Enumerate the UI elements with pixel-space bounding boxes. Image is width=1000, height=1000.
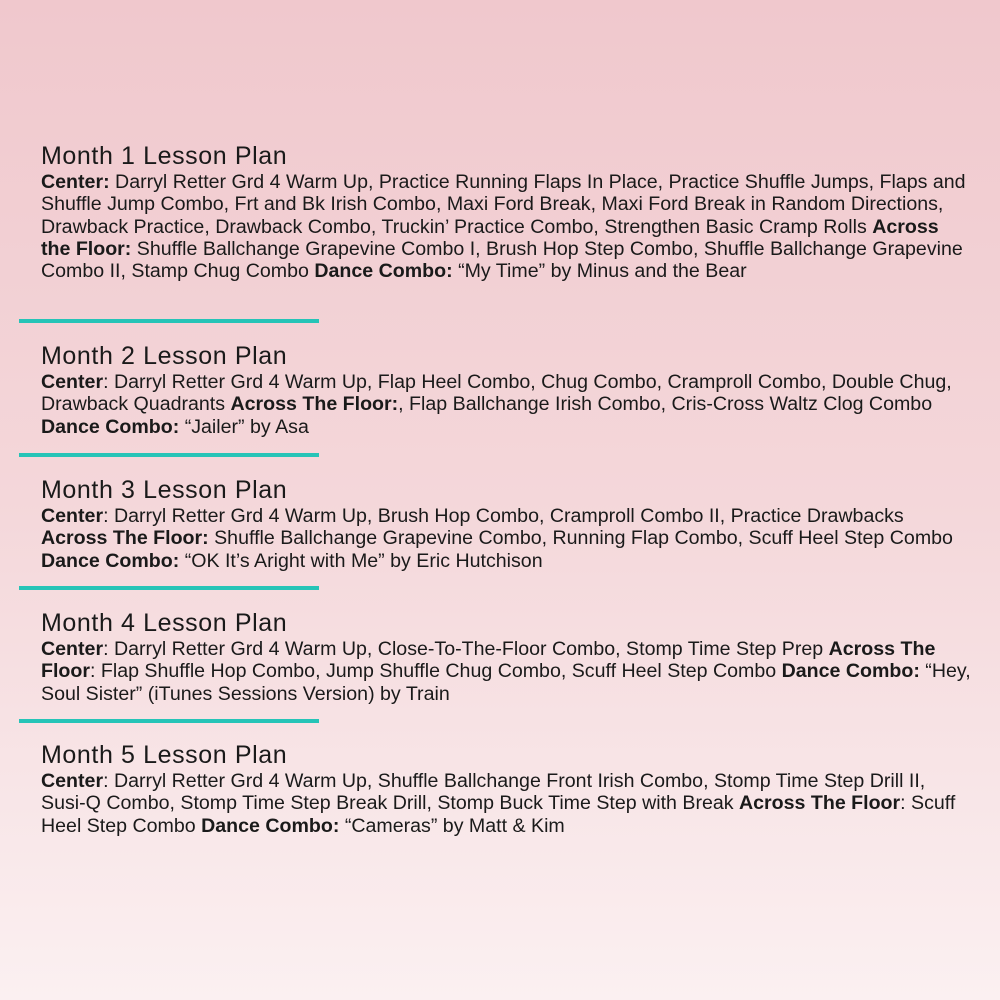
month-1-dance-label: Dance Combo: [314, 260, 453, 283]
month-1-center-label: Center: [41, 171, 110, 193]
month-3-body [41, 505, 971, 572]
month-4-body [41, 638, 971, 705]
divider-1 [19, 319, 319, 323]
month-2-body [41, 371, 971, 438]
month-2-center-text: : Darryl Retter Grd 4 Warm Up, Flap Heel Combo, Chug Combo, Cramproll Combo, Double Chug, Drawback Quadrants [41, 371, 952, 416]
month-3-section [41, 476, 971, 572]
month-1-center-text: Darryl Retter Grd 4 Warm Up, Practice Running Flaps In Place, Practice Shuffle Jumps, Flaps and Shuffle Jump Combo, Frt and Bk Irish Combo, Maxi Ford Break, Maxi Ford Break in Random Directions, Drawback Practice, Drawback Combo, Truckin’ Practice Combo, Strengthen Basic Cramp Rolls [41, 171, 966, 238]
month-3-title: Month 3 Lesson Plan [41, 476, 288, 504]
month-4-dance-text: “Hey, Soul Sister” (iTunes Sessions Version) by Train [41, 660, 971, 705]
month-5-section [41, 741, 971, 837]
month-4-center-text: : Darryl Retter Grd 4 Warm Up, Close-To-The-Floor Combo, Stomp Time Step Prep [103, 638, 829, 660]
month-3-across-label: Across The Floor: [41, 527, 209, 550]
month-1-across-label: Across the Floor: [41, 215, 939, 260]
month-5-center-label: Center [41, 770, 104, 792]
month-3-center-text: : Darryl Retter Grd 4 Warm Up, Brush Hop Combo, Cramproll Combo II, Practice Drawbacks [103, 505, 904, 527]
divider-4 [19, 719, 319, 723]
month-4-across-text: : Flap Shuffle Hop Combo, Jump Shuffle Chug Combo, Scuff Heel Step Combo [89, 660, 782, 683]
month-1-body [41, 171, 971, 282]
month-2-title: Month 2 Lesson Plan [41, 342, 288, 370]
month-1-across-text: Shuffle Ballchange Grapevine Combo I, Brush Hop Step Combo, Shuffle Ballchange Grapevine Combo II, Stamp Chug Combo [41, 237, 963, 283]
month-4-dance-label: Dance Combo: [781, 660, 920, 683]
month-1-dance-text: “My Time” by Minus and the Bear [452, 260, 747, 283]
month-3-dance-text: “OK It’s Aright with Me” by Eric Hutchison [179, 549, 543, 572]
month-2-center-label: Center [41, 371, 104, 393]
month-5-body [41, 770, 971, 837]
month-5-dance-label: Dance Combo: [201, 814, 340, 837]
month-2-dance-text: “Jailer” by Asa [179, 415, 309, 438]
month-2-section [41, 342, 971, 438]
month-4-center-label: Center [41, 638, 104, 660]
month-4-across-label: Across The Floor [41, 638, 936, 683]
month-3-across-text: Shuffle Ballchange Grapevine Combo, Running Flap Combo, Scuff Heel Step Combo [208, 527, 953, 550]
month-2-across-text: , Flap Ballchange Irish Combo, Cris-Cross Waltz Clog Combo [398, 393, 933, 416]
month-4-section [41, 609, 971, 705]
month-5-dance-text: “Cameras” by Matt & Kim [339, 814, 565, 837]
month-3-center-label: Center [41, 505, 104, 527]
month-1-section [41, 142, 971, 282]
month-1-title: Month 1 Lesson Plan [41, 142, 288, 170]
month-5-center-text: : Darryl Retter Grd 4 Warm Up, Shuffle Ballchange Front Irish Combo, Stomp Time Step Drill II, Susi-Q Combo, Stomp Time Step Break Drill, Stomp Buck Time Step with Break [41, 770, 926, 815]
month-2-across-label: Across The Floor: [230, 393, 399, 416]
month-5-across-text: : Scuff Heel Step Combo [41, 792, 956, 837]
month-2-dance-label: Dance Combo: [41, 415, 180, 438]
divider-3 [19, 586, 319, 590]
divider-2 [19, 453, 319, 457]
month-3-dance-label: Dance Combo: [41, 549, 180, 572]
month-5-across-label: Across The Floor [739, 792, 901, 815]
month-4-title: Month 4 Lesson Plan [41, 609, 288, 637]
month-5-title: Month 5 Lesson Plan [41, 741, 288, 769]
